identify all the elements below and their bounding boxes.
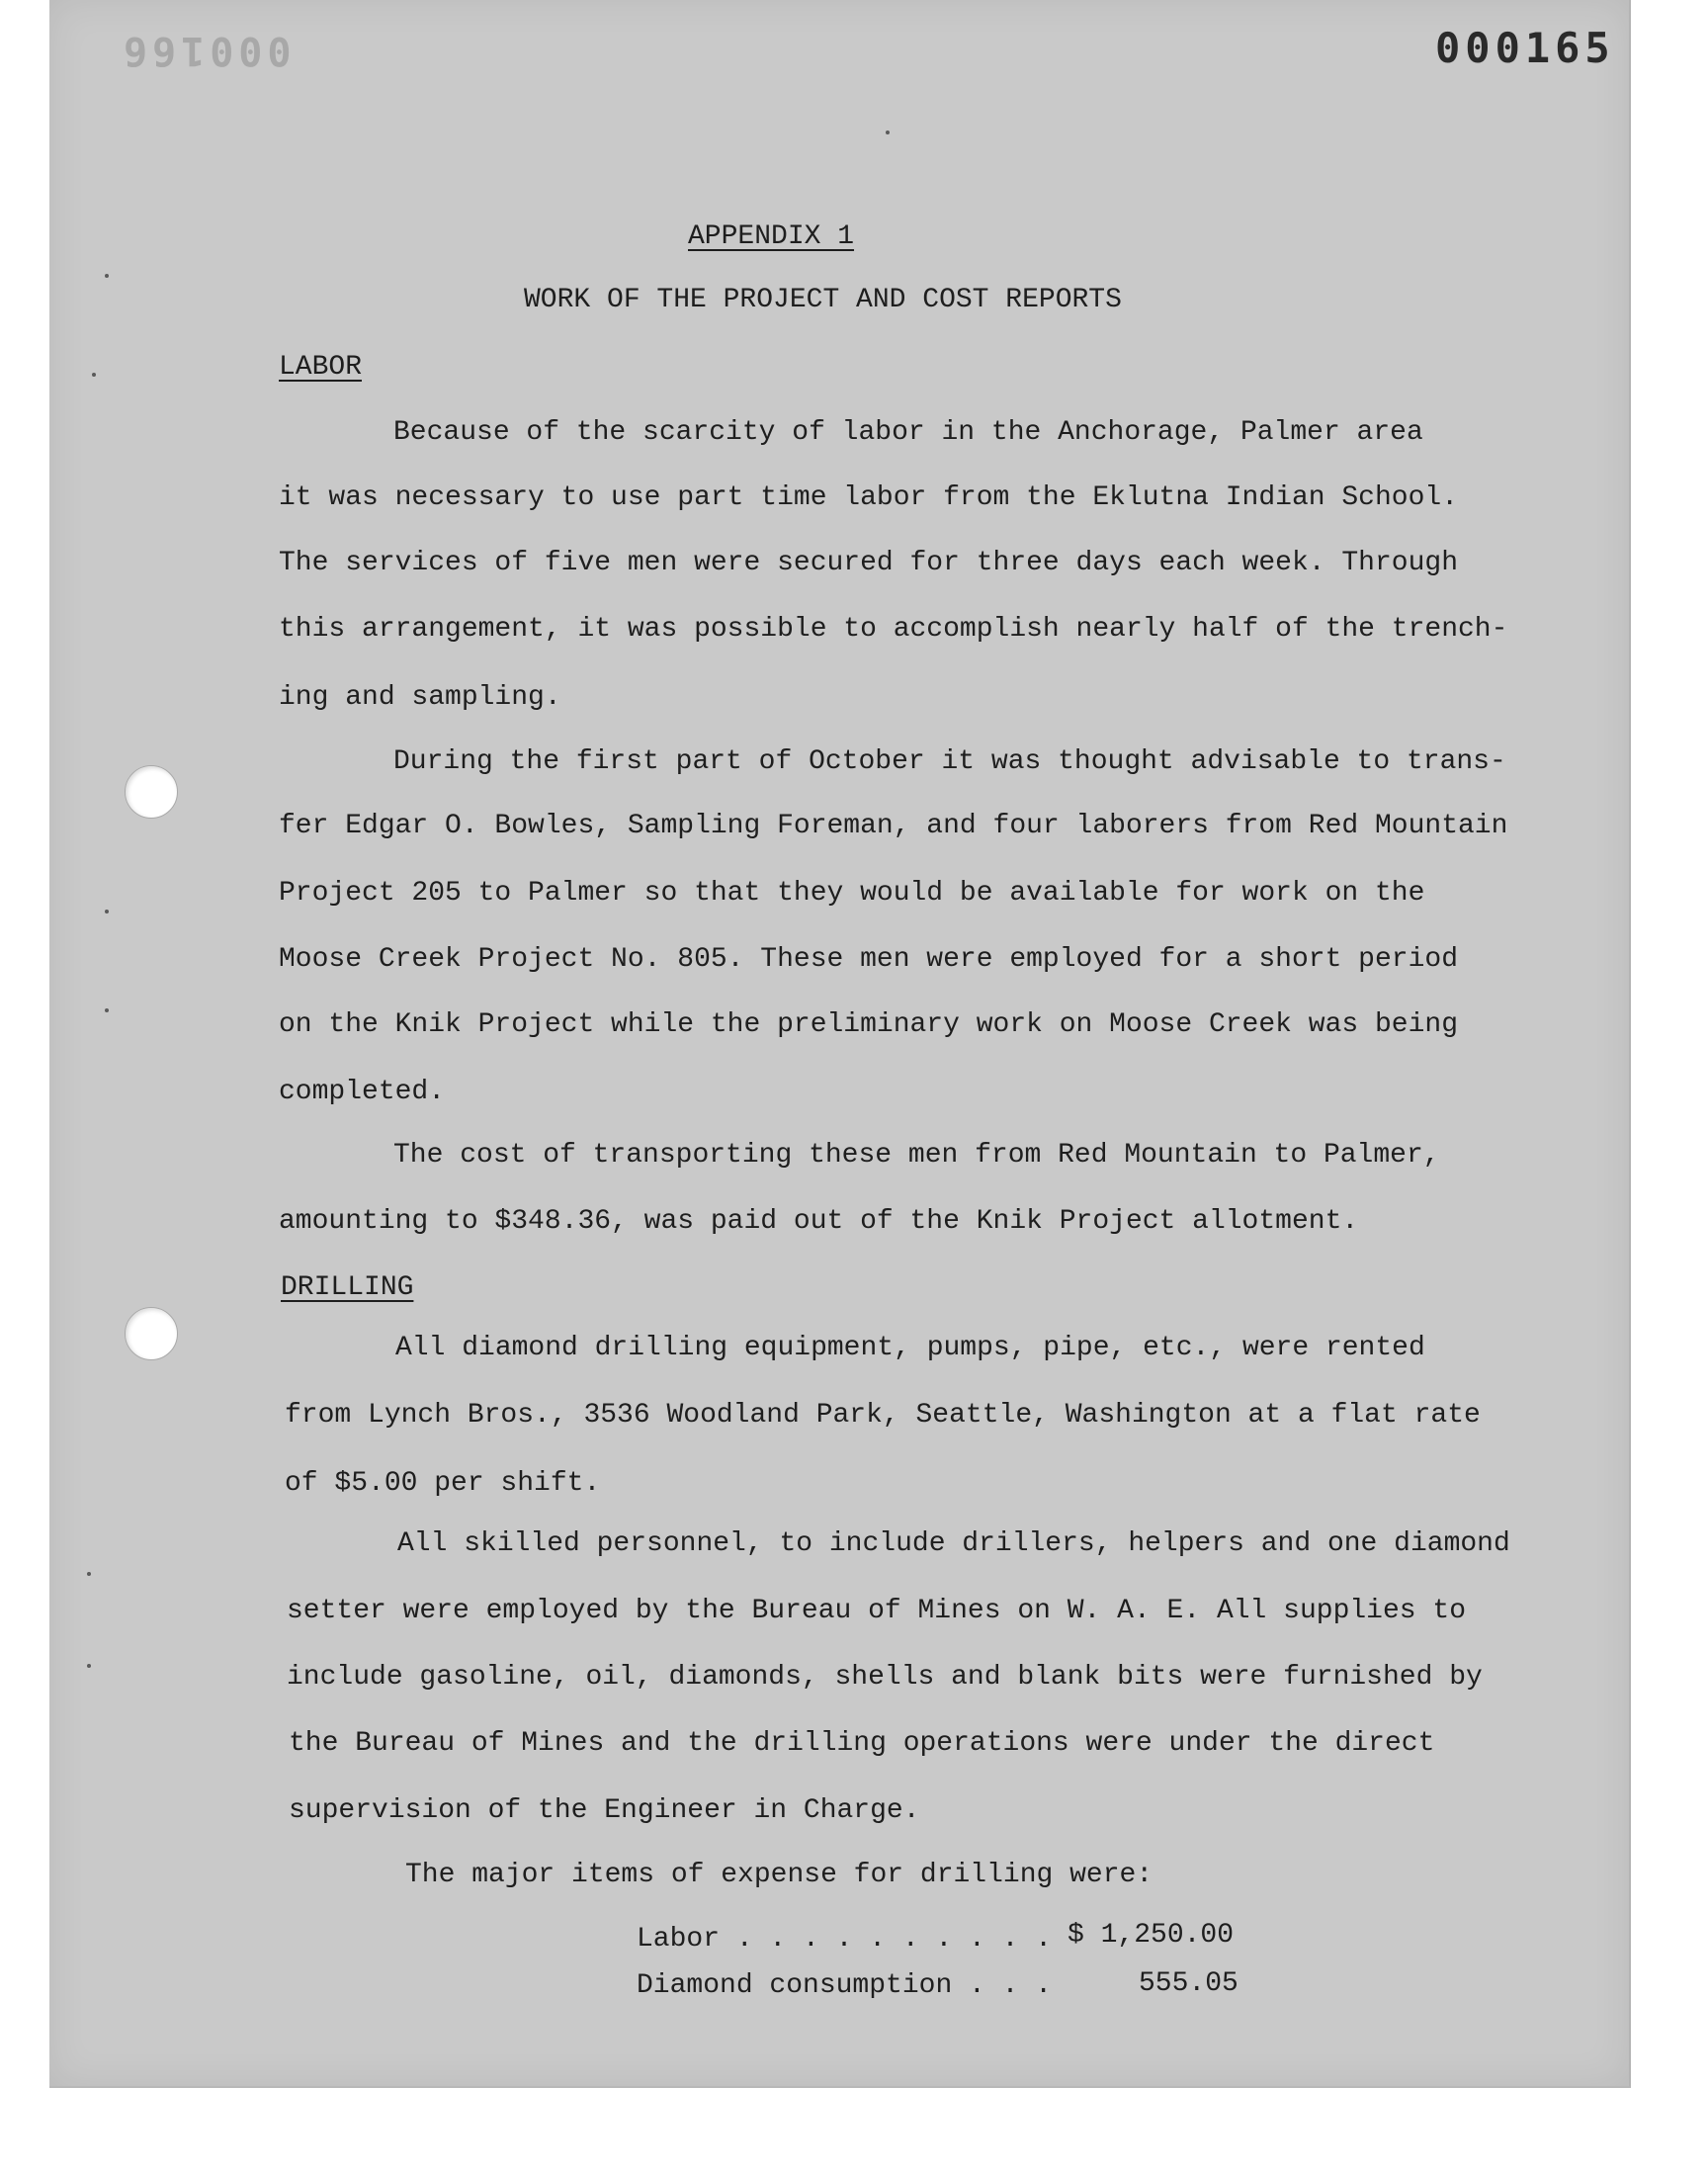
expense-label: Labor . . . . . . . . . . — [637, 1924, 1053, 1955]
body-line: supervision of the Engineer in Charge. — [289, 1795, 920, 1826]
scan-speck — [105, 910, 109, 914]
body-line: The services of five men were secured for three days each week. Through — [279, 548, 1458, 578]
body-line: on the Knik Project while the preliminary work on Moose Creek was being — [279, 1009, 1458, 1040]
body-line: it was necessary to use part time labor from the Eklutna Indian School. — [279, 482, 1458, 513]
scan-speck — [87, 1572, 91, 1576]
scan-speck — [105, 274, 109, 278]
body-line: Project 205 to Palmer so that they would be available for work on the — [279, 878, 1425, 909]
body-line: The cost of transporting these men from Red Mountain to Palmer, — [393, 1140, 1440, 1171]
body-line: from Lynch Bros., 3536 Woodland Park, Seattle, Washington at a flat rate — [285, 1400, 1481, 1431]
body-line: All skilled personnel, to include drillers, helpers and one diamond — [397, 1528, 1510, 1559]
body-line: All diamond drilling equipment, pumps, pipe, etc., were rented — [395, 1333, 1425, 1363]
scan-speck — [87, 1664, 91, 1668]
body-line: During the first part of October it was thought advisable to trans- — [393, 746, 1506, 777]
body-line: this arrangement, it was possible to accomplish nearly half of the trench- — [279, 614, 1508, 645]
page-number-stamp-mirrored: 000166 — [119, 28, 292, 73]
scan-speck — [92, 373, 96, 377]
punch-hole-bottom — [125, 1307, 178, 1360]
body-line: completed. — [279, 1077, 446, 1107]
scan-speck — [886, 130, 890, 134]
body-line: fer Edgar O. Bowles, Sampling Foreman, and four laborers from Red Mountain — [279, 811, 1508, 841]
expense-label: Diamond consumption . . . — [637, 1970, 1053, 2001]
section-heading-drilling: DRILLING — [281, 1272, 414, 1303]
body-line: the Bureau of Mines and the drilling operations were under the direct — [289, 1728, 1435, 1759]
body-line: ing and sampling. — [279, 682, 561, 713]
body-line: Because of the scarcity of labor in the Anchorage, Palmer area — [393, 417, 1423, 448]
expense-value: $ 1,250.00 — [1068, 1920, 1235, 1951]
body-line: The major items of expense for drilling were: — [405, 1860, 1153, 1890]
body-line: of $5.00 per shift. — [285, 1468, 601, 1499]
document-page — [49, 0, 1631, 2088]
section-heading-labor: LABOR — [279, 352, 363, 383]
body-line: include gasoline, oil, diamonds, shells and blank bits were furnished by — [287, 1662, 1483, 1693]
expense-value: 555.05 — [1139, 1968, 1238, 1999]
scan-speck — [105, 1008, 109, 1012]
page-number-stamp: 000165 — [1435, 24, 1615, 72]
body-line: Moose Creek Project No. 805. These men were employed for a short period — [279, 944, 1458, 975]
body-line: setter were employed by the Bureau of Mines on W. A. E. All supplies to — [287, 1596, 1466, 1626]
page-title: APPENDIX 1 — [688, 221, 855, 252]
body-line: amounting to $348.36, was paid out of the Knik Project allotment. — [279, 1206, 1359, 1237]
page-subtitle: WORK OF THE PROJECT AND COST REPORTS — [524, 285, 1122, 315]
punch-hole-top — [125, 765, 178, 819]
